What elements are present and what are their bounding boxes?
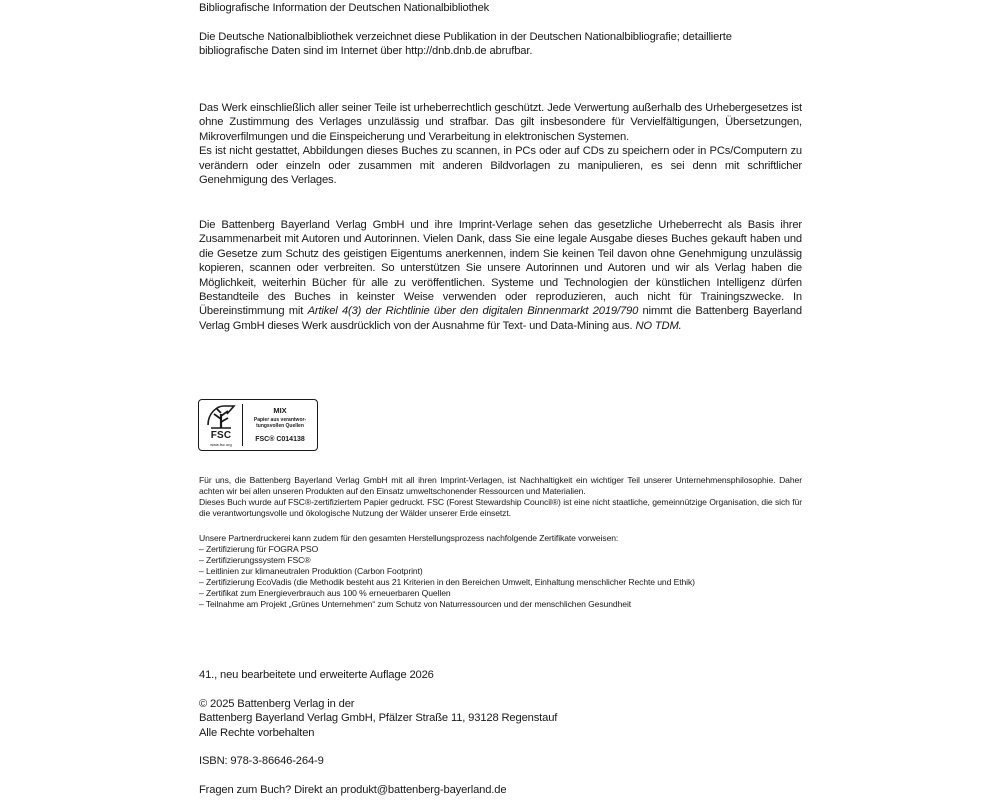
sustainability-para1: Für uns, die Battenberg Bayerland Verlag GmbH mit all ihren Imprint-Verlagen, ist Nachhaltigkeit ein wichtiger Teil unserer Unternehmensphilosophie. Daher achten wir bei allen unseren Produkten auf den Einsatz umweltschonender Ressourcen und Materialien. <box>199 475 802 496</box>
publisher-address: Battenberg Bayerland Verlag GmbH, Pfälzer Straße 11, 93128 Regenstauf <box>199 712 558 725</box>
fsc-description: Papier aus verantwortungsvollen Quellen <box>253 417 307 429</box>
bibliographic-section <box>199 1 802 15</box>
list-item: – Leitlinien zur klimaneutralen Produktion (Carbon Footprint) <box>199 566 423 576</box>
bibliographic-heading: Bibliografische Information der Deutschen Nationalbibliothek <box>199 2 490 14</box>
bibliographic-text: Die Deutsche Nationalbibliothek verzeichnet diese Publikation in der Deutschen Nationalbibliografie; detaillierte bibliografische Daten sind im Internet über http://dnb.dnb.de abrufbar. <box>199 31 732 58</box>
copyright-notice-para1: Das Werk einschließlich aller seiner Teile ist urheberrechtlich geschützt. Jede Verwertung außerhalb des Urhebergesetzes ist ohne Zustimmung des Verlages unzulässig und strafbar. Das gilt insbesondere für Vervielfältigungen, Übersetzungen, Mikroverfilmungen und die Einspeicherung und Verarbeitung in elektronischen Systemen. <box>199 102 802 143</box>
certificates-intro: Unsere Partnerdruckerei kann zudem für den gesamten Herstellungsprozess nachfolgende Zertifikate vorweisen: <box>199 533 619 543</box>
edition-line: 41., neu bearbeitete und erweiterte Auflage 2026 <box>199 669 434 681</box>
list-item: – Zertifizierung EcoVadis (die Methodik besteht aus 21 Kriterien in den Bereichen Umwelt, Einhaltung menschlicher Rechte und Ethik) <box>199 577 695 587</box>
no-tdm-label: NO TDM. <box>635 319 682 332</box>
fsc-divider <box>242 404 243 446</box>
list-item: – Teilnahme am Projekt „Grünes Unternehmen“ zum Schutz von Naturressourcen und der menschlichen Gesundheit <box>199 599 632 609</box>
fsc-tree-icon <box>205 403 237 430</box>
sustainability-section <box>199 475 802 519</box>
fsc-logo-text: FSC <box>210 430 232 441</box>
certificates-section <box>199 533 802 610</box>
ai-notice-text: Die Battenberg Bayerland Verlag GmbH und ihre Imprint-Verlage sehen das gesetzliche Urheberrecht als Basis ihrer Zusammenarbeit mit Autoren und Autorinnen. Vielen Dank, dass Sie eine legale Ausgabe dieses Buches gekauft haben und die Gesetze zum Schutz des geistigen Eigentums anerkennen, indem Sie keinen Teil davon ohne Genehmigung unzulässig kopieren, scannen oder verbreiten. So unterstützen Sie unsere Autorinnen und Autoren und wir als Verlag haben die Möglichkeit, weiterhin Bücher für alle zu veröffentlichen. Systeme und Technologien der künstlichen Intelligenz dürfen Bestandteile des Buches in keinster Weise verwenden oder reproduzieren, auch nicht für Trainingszwecke. In Übereinstimmung mit <box>199 219 802 318</box>
copyright-line: © 2025 Battenberg Verlag in der <box>199 698 355 710</box>
copyright-notice <box>199 101 802 187</box>
ai-notice-text-end: nimmt die Battenberg Bayerland Verlag GmbH dieses Werk ausdrücklich von der Ausnahme für Text- und Data-Mining aus. <box>199 305 802 332</box>
ai-notice <box>199 218 802 333</box>
list-item: – Zertifizierungssystem FSC® <box>199 555 311 565</box>
contact-line: Fragen zum Buch? Direkt an produkt@battenberg-bayerland.de <box>199 784 507 796</box>
publisher-block <box>199 697 802 740</box>
fsc-license-code: FSC® C014138 <box>255 436 305 443</box>
sustainability-para2: Dieses Buch wurde auf FSC®-zertifiziertem Papier gedruckt. FSC (Forest Stewardship Council®) ist eine nicht staatliche, gemeinnützige Organisation, die sich für die verantwortungsvolle und ökologische Nutzung der Wälder unserer Erde einsetzt. <box>199 497 802 518</box>
rights-reserved: Alle Rechte vorbehalten <box>199 726 315 739</box>
fsc-label <box>198 399 318 451</box>
fsc-website: www.fsc.org <box>210 442 232 447</box>
list-item: – Zertifikat zum Energieverbrauch aus 100 % erneuerbaren Quellen <box>199 588 451 598</box>
list-item: – Zertifizierung für FOGRA PSO <box>199 544 319 554</box>
fsc-mix-label: MIX <box>273 406 287 415</box>
ai-notice-article: Artikel 4(3) der Richtlinie über den digitalen Binnenmarkt 2019/790 <box>307 305 639 318</box>
isbn-line: ISBN: 978-3-86646-264-9 <box>199 755 324 767</box>
copyright-notice-para2: Es ist nicht gestattet, Abbildungen dieses Buches zu scannen, in PCs oder auf CDs zu speichern oder in PCs/Computern zu verändern oder einzeln oder zusammen mit anderen Bildvorlagen zu manipulieren, es sei denn mit schriftlicher Genehmigung des Verlages. <box>199 145 802 187</box>
certificates-list <box>199 544 802 610</box>
